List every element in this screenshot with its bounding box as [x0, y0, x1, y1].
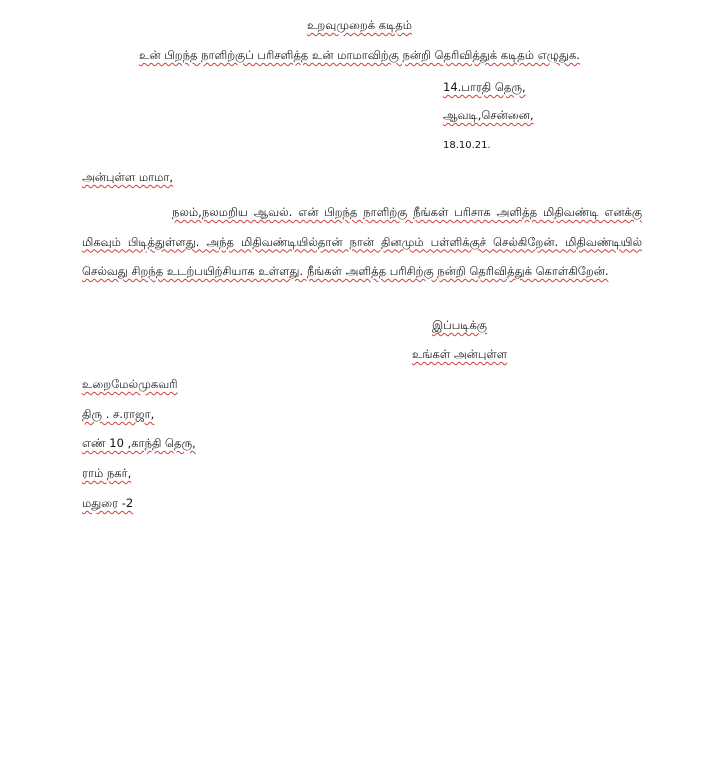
letter-body: நலம்,நலமறிய ஆவல். என் பிறந்த நாளிற்கு நீங்கள் பரிசாக அளித்த மிதிவண்டி எனக்கு மிகவும் பிடித்துள்ளது. அந்த மிதிவண்டியில்தான் நான் தினமும் பள்ளிக்குச் செல்கிறேன். மிதிவண்டியில் செல்வது சிறந்த உடற்பயிற்சியாக உள்ளது. நீங்கள் அளித்த பரிசிற்கு நன்றி தெரிவித்துக் கொள்கிறேன்.: [82, 205, 642, 278]
envelope-heading: உறைமேல்முகவரி: [82, 377, 178, 391]
envelope-line2: எண் 10 ,காந்தி தெரு,: [82, 436, 196, 450]
letter-date: 18.10.21.: [443, 140, 491, 151]
envelope-line1: திரு . ச.ராஜா,: [82, 407, 155, 421]
closing-line1: இப்படிக்கு: [432, 318, 487, 332]
closing-line2: உங்கள் அன்புள்ள: [412, 347, 508, 361]
salutation: அன்புள்ள மாமா,: [82, 170, 174, 184]
sender-address-line1: 14.பாரதி தெரு,: [443, 80, 526, 94]
envelope-line3: ராம் நகர்,: [82, 466, 132, 480]
sender-address-line2: ஆவடி,சென்னை,: [443, 108, 534, 122]
envelope-line4: மதுரை -2: [82, 496, 134, 510]
letter-title: உறவுமுறைக் கடிதம்: [306, 18, 412, 32]
letter-subtitle: உன் பிறந்த நாளிற்குப் பரிசளித்த உன் மாமாவிற்கு நன்றி தெரிவித்துக் கடிதம் எழுதுக.: [139, 48, 580, 62]
